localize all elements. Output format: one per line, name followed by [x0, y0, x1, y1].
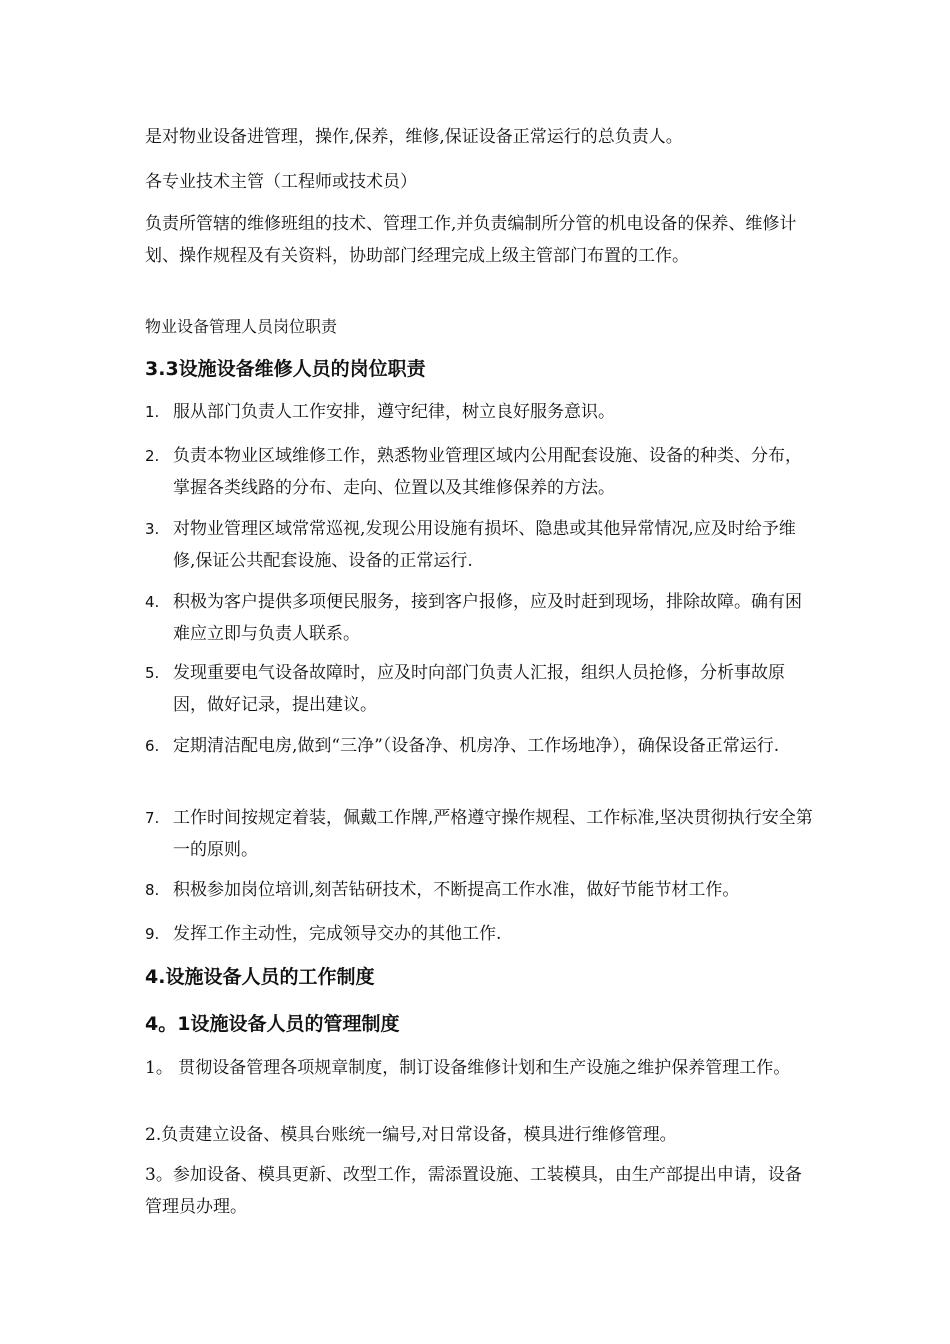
duty-text: 积极为客户提供多项便民服务，接到客户报修，应及时赶到现场，排除故障。确有困难应立即与负责人联系。 — [173, 592, 802, 644]
rule-item: 2.负责建立设备、模具台账统一编号,对日常设备，模具进行维修管理。 — [145, 1125, 677, 1145]
duty-number: 9. — [145, 925, 160, 943]
duty-text: 发现重要电气设备故障时，应及时向部门负责人汇报，组织人员抢修，分析事故原因，做好记录，提出建议。 — [173, 663, 785, 715]
duty-number: 3. — [145, 520, 160, 538]
paragraph-tech-supervisor-duty: 负责所管辖的维修班组的技术、管理工作,并负责编制所分管的机电设备的保养、维修计划、操作规程及有关资料，协助部门经理完成上级主管部门布置的工作。 — [145, 214, 797, 266]
duty-text: 负责本物业区域维修工作，熟悉物业管理区域内公用配套设施、设备的种类、分布，掌握各类线路的分布、走向、位置以及其维修保养的方法。 — [173, 446, 802, 498]
duty-text: 工作时间按规定着装，佩戴工作牌,严格遵守操作规程、工作标准,坚决贯彻执行安全第一的原则。 — [173, 808, 813, 860]
duty-number: 6. — [145, 737, 160, 755]
duty-item — [145, 918, 815, 950]
paragraph-general-manager-duty: 是对物业设备进管理，操作,保养，维修,保证设备正常运行的总负责人。 — [145, 127, 683, 147]
duty-number: 4. — [145, 593, 160, 611]
duty-item — [145, 802, 815, 866]
duty-item — [145, 513, 815, 577]
duty-item — [145, 396, 815, 428]
rule-item: 1。 贯彻设备管理各项规章制度，制订设备维修计划和生产设施之维护保养管理工作。 — [145, 1058, 791, 1078]
rule-item: 3。参加设备、模具更新、改型工作，需添置设施、工装模具，由生产部提出申请，设备管理员办理。 — [145, 1165, 802, 1217]
heading-3-3: 3.3设施设备维修人员的岗位职责 — [145, 358, 426, 380]
duty-text: 积极参加岗位培训,刻苦钻研技术，不断提高工作水准，做好节能节材工作。 — [173, 880, 740, 900]
heading-4-1: 4。1设施设备人员的管理制度 — [145, 1013, 400, 1035]
paragraph-section-title: 物业设备管理人员岗位职责 — [145, 317, 338, 336]
duty-text: 发挥工作主动性，完成领导交办的其他工作. — [173, 924, 502, 944]
duty-item — [145, 730, 815, 762]
duty-number: 7. — [145, 809, 160, 827]
duty-number: 5. — [145, 664, 160, 682]
duty-item — [145, 586, 815, 650]
duty-item — [145, 874, 815, 906]
duty-number: 1. — [145, 403, 160, 421]
duty-item — [145, 440, 815, 504]
duty-number: 2. — [145, 447, 160, 465]
paragraph-tech-supervisor-title: 各专业技术主管（工程师或技术员） — [145, 172, 417, 192]
duty-text: 服从部门负责人工作安排，遵守纪律，树立良好服务意识。 — [173, 402, 615, 422]
duty-number: 8. — [145, 881, 160, 899]
duty-item — [145, 657, 815, 721]
duty-text: 对物业管理区域常常巡视,发现公用设施有损坏、隐患或其他异常情况,应及时给予维修,保证公共配套设施、设备的正常运行. — [173, 519, 796, 571]
heading-4: 4.设施设备人员的工作制度 — [145, 966, 375, 988]
duty-text: 定期清洁配电房,做到“三净”（设备净、机房净、工作场地净），确保设备正常运行. — [173, 736, 780, 756]
